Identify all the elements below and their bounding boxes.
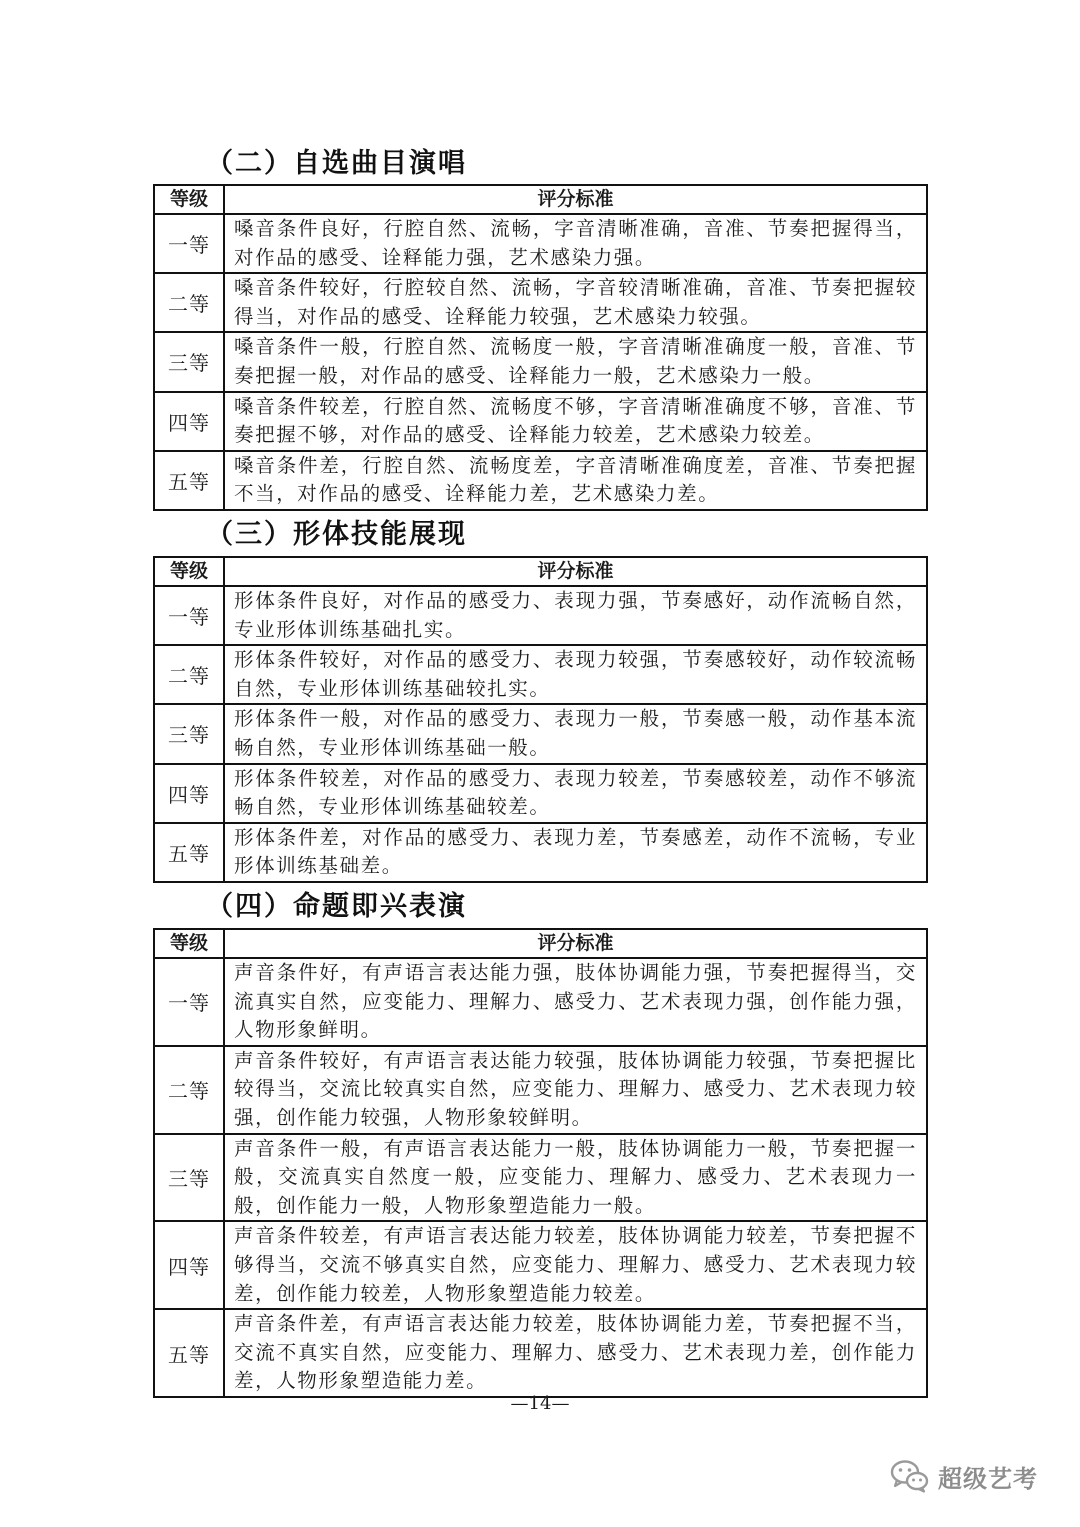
grade-cell: 三等: [154, 1134, 224, 1222]
table-row: [154, 764, 927, 823]
table-row: [154, 392, 927, 451]
grade-cell: 一等: [154, 586, 224, 645]
criteria-column-header: 评分标准: [224, 929, 927, 958]
criteria-cell: 形体条件一般，对作品的感受力、表现力一般，节奏感一般，动作基本流畅自然，专业形体训练基础一般。: [224, 704, 927, 763]
table-row: [154, 1309, 927, 1397]
criteria-cell: 形体条件较差，对作品的感受力、表现力较差，节奏感较差，动作不够流畅自然，专业形体训练基础较差。: [224, 764, 927, 823]
singing-grading-table: [153, 184, 928, 511]
table-row: [154, 273, 927, 332]
criteria-cell: 嗓音条件良好，行腔自然、流畅，字音清晰准确，音准、节奏把握得当，对作品的感受、诠释能力强，艺术感染力强。: [224, 214, 927, 273]
grade-cell: 五等: [154, 451, 224, 510]
section-title-physical-skills: （三）形体技能展现: [206, 519, 467, 550]
grade-column-header: 等级: [154, 185, 224, 214]
page-number: —14—: [510, 1393, 570, 1414]
criteria-column-header: 评分标准: [224, 557, 927, 586]
criteria-cell: 声音条件一般，有声语言表达能力一般，肢体协调能力一般，节奏把握一般，交流真实自然度一般，应变能力、理解力、感受力、艺术表现力一般，创作能力一般，人物形象塑造能力一般。: [224, 1134, 927, 1222]
grade-cell: 四等: [154, 392, 224, 451]
table-row: [154, 958, 927, 1046]
criteria-cell: 形体条件差，对作品的感受力、表现力差，节奏感差，动作不流畅，专业形体训练基础差。: [224, 823, 927, 882]
table-row: [154, 332, 927, 391]
watermark: [890, 1456, 1038, 1496]
grade-cell: 一等: [154, 214, 224, 273]
grade-cell: 三等: [154, 332, 224, 391]
grade-cell: 五等: [154, 1309, 224, 1397]
grade-cell: 四等: [154, 1221, 224, 1309]
criteria-cell: 嗓音条件差，行腔自然、流畅度差，字音清晰准确度差，音准、节奏把握不当，对作品的感受、诠释能力差，艺术感染力差。: [224, 451, 927, 510]
section-title-singing: （二）自选曲目演唱: [206, 148, 467, 179]
table-row: [154, 645, 927, 704]
criteria-cell: 声音条件好，有声语言表达能力强，肢体协调能力强，节奏把握得当，交流真实自然，应变能力、理解力、感受力、艺术表现力强，创作能力强，人物形象鲜明。: [224, 958, 927, 1046]
watermark-text: 超级艺考: [938, 1464, 1038, 1493]
grade-column-header: 等级: [154, 929, 224, 958]
table-row: [154, 586, 927, 645]
table-header-row: [154, 185, 927, 214]
table-row: [154, 1134, 927, 1222]
table-row: [154, 214, 927, 273]
criteria-cell: 嗓音条件一般，行腔自然、流畅度一般，字音清晰准确度一般，音准、节奏把握一般，对作品的感受、诠释能力一般，艺术感染力一般。: [224, 332, 927, 391]
grade-cell: 二等: [154, 1046, 224, 1134]
wechat-chat-bubbles-icon: [890, 1459, 930, 1493]
grade-cell: 四等: [154, 764, 224, 823]
table-row: [154, 704, 927, 763]
criteria-cell: 声音条件较好，有声语言表达能力较强，肢体协调能力较强，节奏把握比较得当，交流比较真实自然，应变能力、理解力、感受力、艺术表现力较强，创作能力较强，人物形象较鲜明。: [224, 1046, 927, 1134]
grade-cell: 二等: [154, 273, 224, 332]
criteria-cell: 形体条件良好，对作品的感受力、表现力强，节奏感好，动作流畅自然，专业形体训练基础扎实。: [224, 586, 927, 645]
grade-cell: 三等: [154, 704, 224, 763]
table-row: [154, 1046, 927, 1134]
section-title-improvisation: （四）命题即兴表演: [206, 891, 467, 922]
grade-cell: 五等: [154, 823, 224, 882]
grade-cell: 一等: [154, 958, 224, 1046]
improvisation-grading-table: [153, 928, 928, 1398]
criteria-column-header: 评分标准: [224, 185, 927, 214]
criteria-cell: 嗓音条件较差，行腔自然、流畅度不够，字音清晰准确度不够，音准、节奏把握不够，对作品的感受、诠释能力较差，艺术感染力较差。: [224, 392, 927, 451]
criteria-cell: 形体条件较好，对作品的感受力、表现力较强，节奏感较好，动作较流畅自然，专业形体训练基础较扎实。: [224, 645, 927, 704]
grade-column-header: 等级: [154, 557, 224, 586]
table-row: [154, 1221, 927, 1309]
table-header-row: [154, 557, 927, 586]
criteria-cell: 声音条件较差，有声语言表达能力较差，肢体协调能力较差，节奏把握不够得当，交流不够真实自然，应变能力、理解力、感受力、艺术表现力较差，创作能力较差，人物形象塑造能力较差。: [224, 1221, 927, 1309]
criteria-cell: 声音条件差，有声语言表达能力较差，肢体协调能力差，节奏把握不当，交流不真实自然，应变能力、理解力、感受力、艺术表现力差，创作能力差，人物形象塑造能力差。: [224, 1309, 927, 1397]
table-row: [154, 823, 927, 882]
grade-cell: 二等: [154, 645, 224, 704]
physical-skills-grading-table: [153, 556, 928, 883]
table-header-row: [154, 929, 927, 958]
criteria-cell: 嗓音条件较好，行腔较自然、流畅，字音较清晰准确，音准、节奏把握较得当，对作品的感受、诠释能力较强，艺术感染力较强。: [224, 273, 927, 332]
table-row: [154, 451, 927, 510]
